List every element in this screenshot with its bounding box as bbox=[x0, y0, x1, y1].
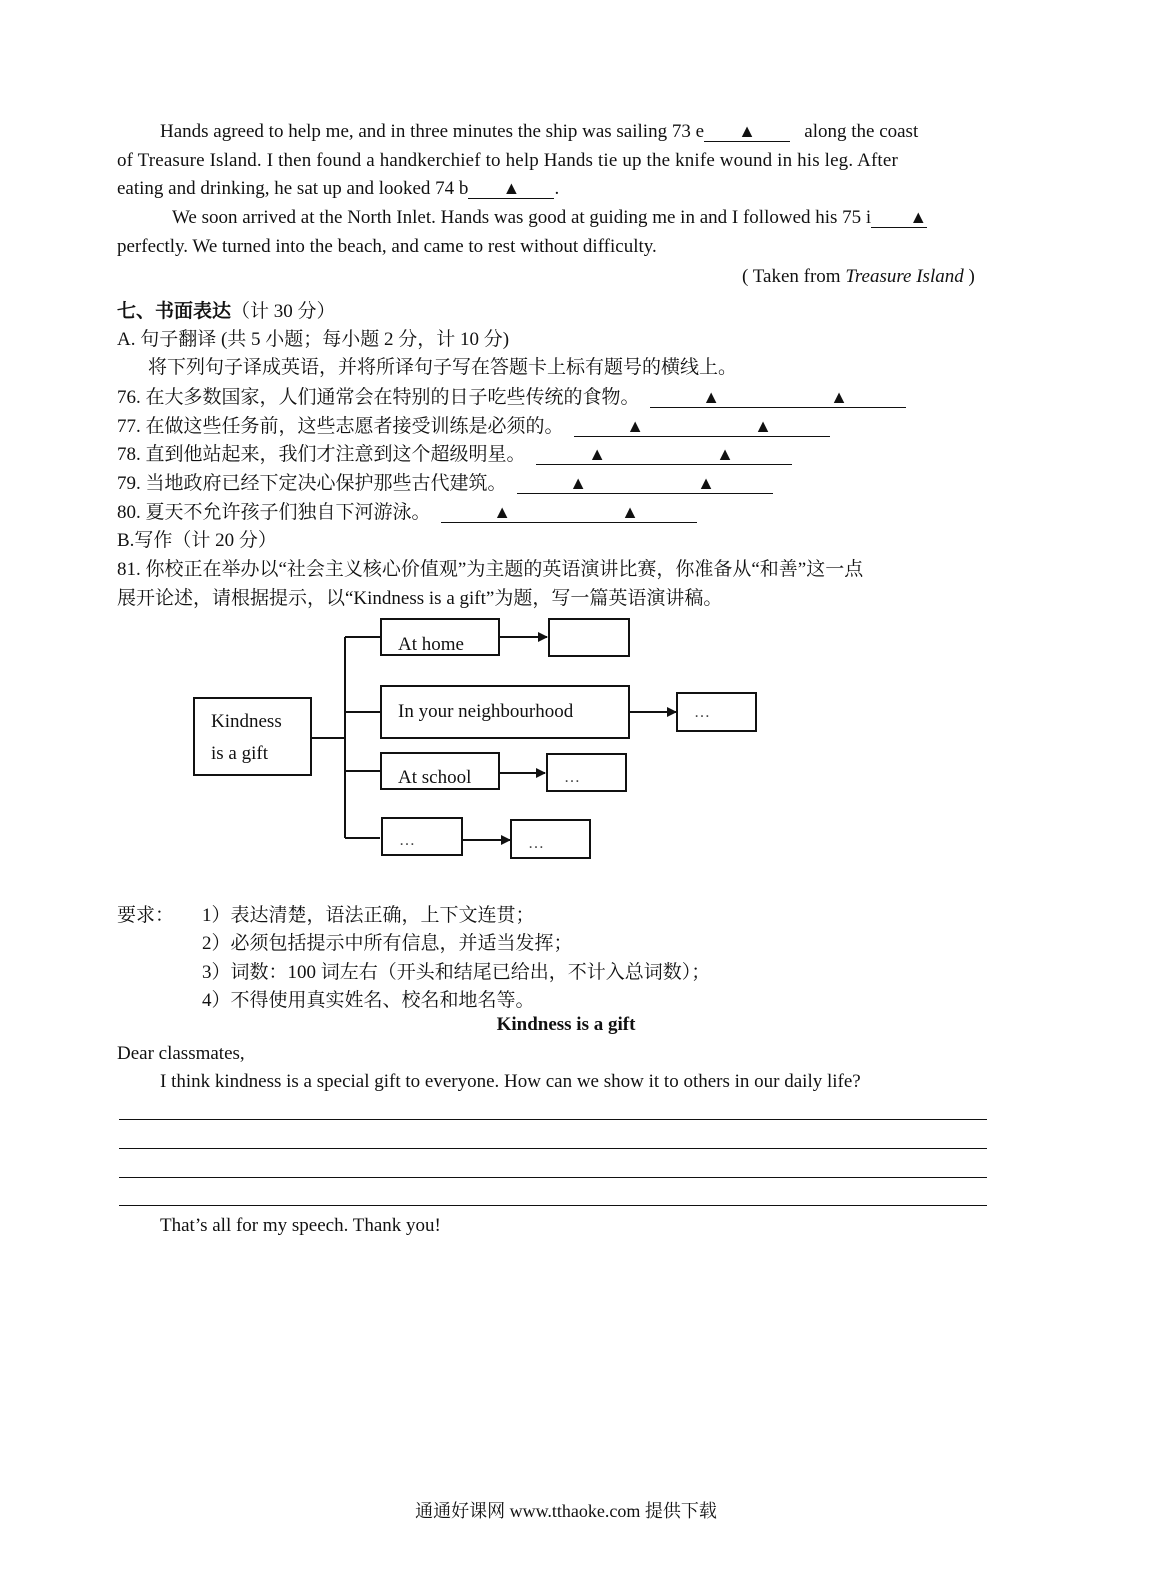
passage-line-4: We soon arrived at the North Inlet. Hands was good at guiding me in and I followed his 75 i ▲ bbox=[172, 207, 928, 228]
footer-text: 通通好课网 www.tthaoke.com 提供下载 bbox=[415, 1501, 717, 1521]
prompt-line-2: 展开论述，请根据提示，以“Kindness is a gift”为题，写一篇英语演讲稿。 bbox=[117, 588, 723, 609]
passage-source: ( Taken from Treasure Island ) bbox=[742, 266, 975, 287]
passage-line-1: Hands agreed to help me, and in three minutes the ship was sailing 73 e ▲ along the coast bbox=[160, 121, 919, 142]
triangle-icon: ▲ bbox=[588, 444, 607, 464]
requirements-label: 要求： bbox=[117, 905, 175, 926]
triangle-icon: ▲ bbox=[716, 444, 734, 464]
requirement-1: 1）表达清楚，语法正确，上下文连贯； bbox=[202, 905, 535, 926]
writing-line-4[interactable] bbox=[119, 1205, 987, 1206]
essay-greeting: Dear classmates, bbox=[117, 1043, 245, 1064]
triangle-icon: ▲ bbox=[738, 121, 756, 141]
branch-at-school: At school bbox=[380, 752, 500, 790]
leaf-other: … bbox=[510, 819, 591, 859]
essay-closing: That’s all for my speech. Thank you! bbox=[160, 1215, 441, 1236]
triangle-icon: ▲ bbox=[909, 207, 928, 227]
leaf-at-home bbox=[548, 618, 630, 657]
passage-line-3: eating and drinking, he sat up and looked 74 b ▲ . bbox=[117, 178, 560, 199]
leaf-neighbourhood: … bbox=[676, 692, 757, 732]
passage-line-5: perfectly. We turned into the beach, and came to rest without difficulty. bbox=[117, 236, 657, 257]
item-77: 77. 在做这些任务前，这些志愿者接受训练是必须的。 ▲ ▲ bbox=[117, 411, 830, 438]
essay-opening: I think kindness is a special gift to everyone. How can we show it to others in our daily life? bbox=[160, 1071, 861, 1092]
triangle-icon: ▲ bbox=[493, 502, 512, 522]
branch-neighbourhood: In your neighbourhood bbox=[380, 685, 630, 739]
item-79: 79. 当地政府已经下定决心保护那些古代建筑。 ▲ ▲ bbox=[117, 468, 773, 495]
writing-line-3[interactable] bbox=[119, 1177, 987, 1178]
requirement-4: 4）不得使用真实姓名、校名和地名等。 bbox=[202, 990, 535, 1011]
writing-line-1[interactable] bbox=[119, 1119, 987, 1120]
leaf-at-school: … bbox=[546, 753, 627, 792]
triangle-icon: ▲ bbox=[830, 387, 848, 407]
branch-at-home: At home bbox=[380, 618, 500, 656]
partA-instruction: 将下列句子译成英语，并将所译句子写在答题卡上标有题号的横线上。 bbox=[148, 357, 738, 378]
triangle-icon: ▲ bbox=[569, 473, 588, 493]
branch-other: … bbox=[381, 817, 463, 856]
triangle-icon: ▲ bbox=[697, 473, 715, 493]
root-node: Kindness is a gift bbox=[193, 697, 312, 776]
triangle-icon: ▲ bbox=[702, 387, 721, 407]
prompt-line-1: 81. 你校正在举办以“社会主义核心价值观”为主题的英语演讲比赛，你准备从“和善”这一点 bbox=[117, 559, 864, 580]
requirement-3: 3）词数：100 词左右（开头和结尾已给出，不计入总词数）； bbox=[202, 962, 711, 983]
requirement-2: 2）必须包括提示中所有信息，并适当发挥； bbox=[202, 933, 573, 954]
partA-title: A. 句子翻译 (共 5 小题；每小题 2 分，计 10 分) bbox=[117, 329, 510, 350]
triangle-icon: ▲ bbox=[626, 416, 645, 436]
partB-title: B.写作（计 20 分） bbox=[117, 530, 277, 551]
triangle-icon: ▲ bbox=[754, 416, 772, 436]
item-78: 78. 直到他站起来，我们才注意到这个超级明星。 ▲ ▲ bbox=[117, 439, 792, 466]
writing-line-2[interactable] bbox=[119, 1148, 987, 1149]
triangle-icon: ▲ bbox=[621, 502, 639, 522]
item-80: 80. 夏天不允许孩子们独自下河游泳。 ▲ ▲ bbox=[117, 497, 697, 524]
essay-title: Kindness is a gift bbox=[496, 1014, 636, 1035]
passage-line-2: of Treasure Island. I then found a handkerchief to help Hands tie up the knife wound in his leg. After bbox=[117, 150, 898, 171]
triangle-icon: ▲ bbox=[502, 178, 521, 198]
item-76: 76. 在大多数国家，人们通常会在特别的日子吃些传统的食物。 ▲ ▲ bbox=[117, 382, 906, 409]
section7-heading: 七、书面表达（计 30 分） bbox=[117, 301, 336, 322]
